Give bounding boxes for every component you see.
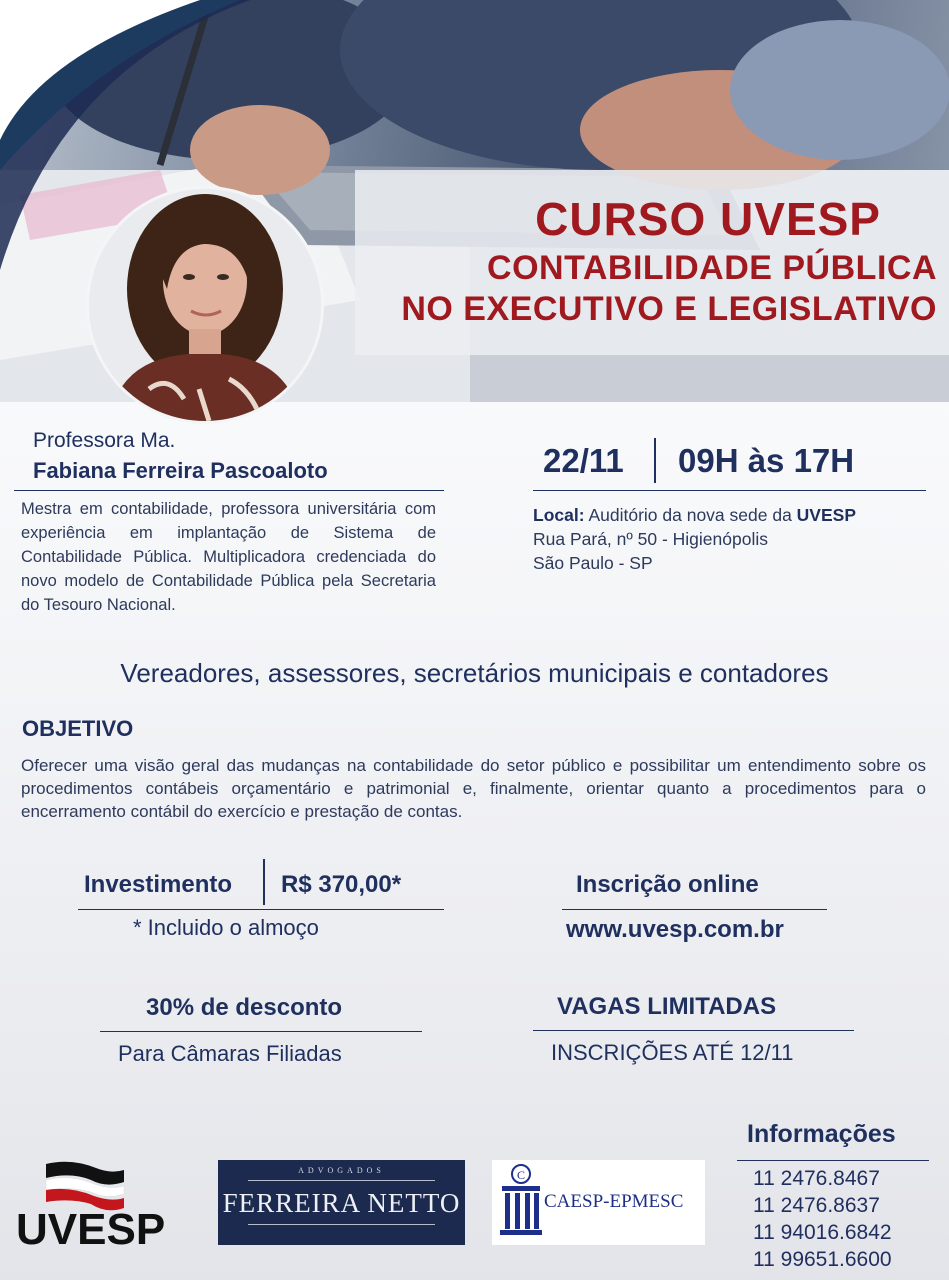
event-time: 09H às 17H	[678, 442, 855, 479]
info-title: Informações	[747, 1120, 896, 1148]
location-label: Local:	[533, 505, 585, 525]
registration-divider	[562, 909, 827, 910]
discount-title: 30% de desconto	[146, 994, 343, 1021]
location-org: UVESP	[796, 505, 856, 525]
professor-divider	[14, 490, 444, 491]
location-address: Rua Pará, nº 50 - Higienópolis	[533, 529, 768, 549]
location-city: São Paulo - SP	[533, 553, 653, 573]
registration-title: Inscrição online	[576, 871, 759, 898]
event-location	[533, 503, 856, 575]
investment-price: R$ 370,00*	[281, 871, 402, 898]
target-audience: Vereadores, assessores, secretários municipais e contadores	[120, 658, 829, 688]
discount-divider	[100, 1031, 422, 1032]
discount-subtitle: Para Câmaras Filiadas	[118, 1041, 342, 1066]
professor-name: Fabiana Ferreira Pascoaloto	[33, 458, 328, 483]
ferreira-logo-subtitle: ADVOGADOS	[298, 1166, 385, 1175]
professor-portrait	[86, 186, 324, 424]
caesp-epmesc-logo	[492, 1160, 705, 1245]
caesp-building-icon	[496, 1160, 546, 1245]
caesp-logo-text: CAESP-EPMESC	[544, 1191, 684, 1212]
portrait-image	[89, 189, 321, 421]
ferreira-bottom-line	[248, 1224, 435, 1225]
date-time-block	[533, 438, 925, 486]
uvesp-logo-text: UVESP	[16, 1205, 166, 1250]
ferreira-top-line	[248, 1180, 435, 1181]
date-separator	[654, 438, 656, 483]
objective-title: OBJETIVO	[22, 716, 134, 741]
objective-text: Oferecer uma visão geral das mudanças na contabilidade do setor público e possibilitar um entendimento sobre os procedimentos contábeis orçamentário e patrimonial e, finalmente, orientar quanto a procedimentos para o encerramento contábil do exercício e prestação de contas.	[21, 756, 926, 821]
vacancies-title: VAGAS LIMITADAS	[557, 993, 777, 1020]
ferreira-logo-name: FERREIRA NETTO	[222, 1188, 461, 1218]
investment-label: Investimento	[84, 871, 233, 898]
registration-deadline: INSCRIÇÕES ATÉ 12/11	[551, 1040, 794, 1065]
event-date: 22/11	[543, 442, 624, 479]
uvesp-flag-icon	[16, 1158, 196, 1250]
vacancies-divider	[533, 1030, 854, 1031]
course-subtitle-line1: CONTABILIDADE PÚBLICA	[487, 249, 937, 287]
professor-title: Professora Ma.	[33, 429, 176, 452]
caesp-mark-letter: C	[517, 1168, 526, 1182]
professor-bio: Mestra em contabilidade, professora universitária com experiência em implantação de Sistema de Contabilidade Pública. Multiplicadora credenciada do novo modelo de Contabilidade Pública pela Secretaria do Tesouro Nacional.	[21, 500, 436, 614]
phone-number: 11 2476.8467	[753, 1167, 880, 1190]
date-divider	[533, 490, 926, 491]
investment-divider	[78, 909, 444, 910]
phone-number: 11 99651.6600	[753, 1248, 892, 1271]
course-title: CURSO UVESP	[535, 193, 881, 245]
registration-url[interactable]: www.uvesp.com.br	[566, 916, 784, 943]
location-text: Auditório da nova sede da	[588, 505, 792, 525]
investment-separator	[263, 859, 265, 905]
ferreira-netto-logo	[218, 1160, 465, 1245]
phone-number: 11 2476.8637	[753, 1194, 880, 1217]
phone-number: 11 94016.6842	[753, 1221, 892, 1244]
uvesp-logo	[16, 1158, 196, 1250]
investment-note: * Incluido o almoço	[133, 915, 319, 940]
info-divider	[737, 1160, 929, 1161]
course-subtitle-line2: NO EXECUTIVO E LEGISLATIVO	[401, 290, 937, 328]
